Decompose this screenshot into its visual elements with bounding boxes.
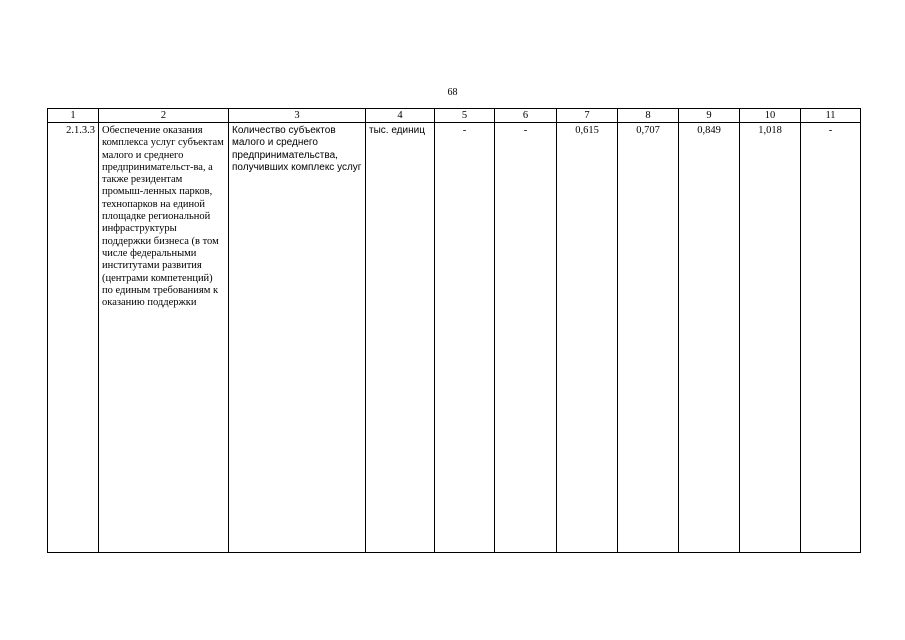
page-number: 68 <box>447 87 458 98</box>
header-col-10: 10 <box>740 109 801 123</box>
row-indicator: Количество субъектов малого и среднего предпринимательства, получивших комплекс услуг <box>229 123 366 553</box>
header-col-6: 6 <box>495 109 557 123</box>
row-value-6: - <box>495 123 557 553</box>
indicator-table <box>47 108 861 553</box>
header-col-7: 7 <box>557 109 618 123</box>
row-value-10: 1,018 <box>740 123 801 553</box>
row-value-5: - <box>435 123 495 553</box>
row-unit: тыс. единиц <box>366 123 435 553</box>
header-col-3: 3 <box>229 109 366 123</box>
row-value-11: - <box>801 123 861 553</box>
header-col-1: 1 <box>48 109 99 123</box>
header-col-8: 8 <box>618 109 679 123</box>
header-col-11: 11 <box>801 109 861 123</box>
header-col-5: 5 <box>435 109 495 123</box>
header-col-4: 4 <box>366 109 435 123</box>
header-col-9: 9 <box>679 109 740 123</box>
row-value-8: 0,707 <box>618 123 679 553</box>
row-code: 2.1.3.3 <box>48 123 99 553</box>
header-row <box>48 109 861 123</box>
row-description: Обеспечение оказания комплекса услуг субъектам малого и среднего предпринимательст-ва, а также резидентам промыш-ленных парков, технопарков на единой площадке региональной инфраструктуры поддержки бизнеса (в том числе федеральными институтами развития (центрами компетенций) по единым требованиям к оказанию поддержки <box>99 123 229 553</box>
row-value-7: 0,615 <box>557 123 618 553</box>
table-row <box>48 123 861 553</box>
header-col-2: 2 <box>99 109 229 123</box>
row-value-9: 0,849 <box>679 123 740 553</box>
